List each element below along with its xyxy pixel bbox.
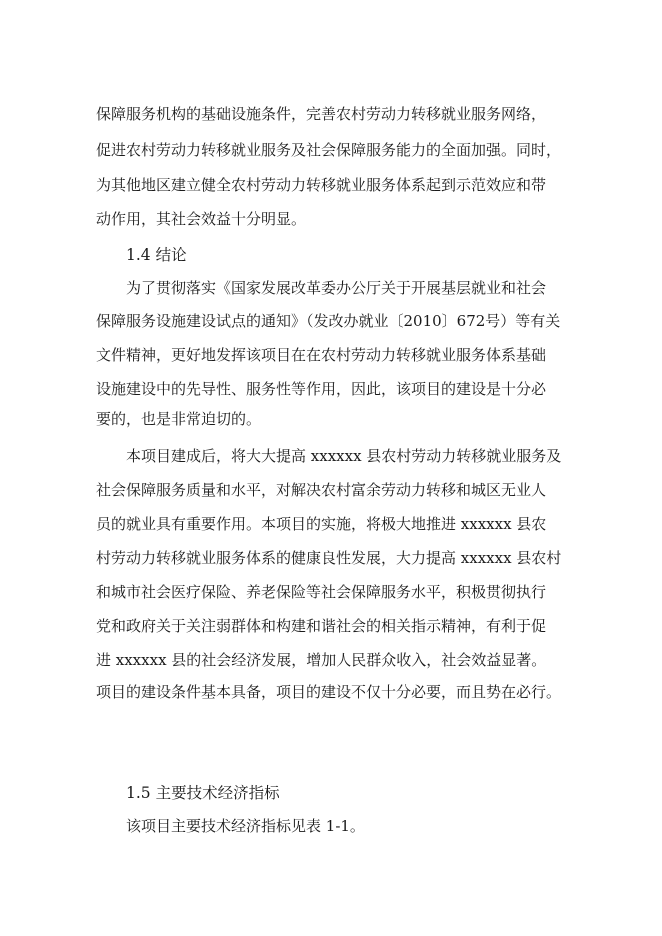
paragraph-3-line-6: 党和政府关于关注弱群体和构建和谐社会的相关指示精神，有利于促: [96, 617, 547, 635]
paragraph-1-line-4: 动作用，其社会效益十分明显。: [96, 210, 307, 228]
paragraph-3-line-7: 进 xxxxxx 县的社会经济发展，增加人民群众收入，社会效益显著。: [96, 651, 547, 669]
paragraph-3-line-2: 社会保障服务质量和水平，对解决农村富余劳动力转移和城区无业人: [96, 481, 547, 499]
section-heading-1-4: 1.4 结论: [126, 246, 187, 264]
paragraph-3-line-1: 本项目建成后，将大大提高 xxxxxx 县农村劳动力转移就业服务及: [126, 447, 562, 465]
paragraph-2-line-4: 设施建设中的先导性、服务性等作用，因此，该项目的建设是十分必: [96, 380, 547, 398]
paragraph-2-line-1: 为了贯彻落实《国家发展改革委办公厅关于开展基层就业和社会: [126, 279, 547, 297]
paragraph-3-line-8: 项目的建设条件基本具备，项目的建设不仅十分必要，而且势在必行。: [96, 683, 562, 701]
paragraph-1-line-1: 保障服务机构的基础设施条件，完善农村劳动力转移就业服务网络，: [96, 105, 547, 123]
paragraph-2-line-2: 保障服务设施建设试点的通知》（发改办就业〔2010〕672号）等有关: [96, 312, 561, 330]
section-1-5-text: 该项目主要技术经济指标见表 1-1。: [126, 817, 365, 835]
paragraph-2-line-3: 文件精神，更好地发挥该项目在在农村劳动力转移就业服务体系基础: [96, 346, 547, 364]
paragraph-1-line-3: 为其他地区建立健全农村劳动力转移就业服务体系起到示范效应和带: [96, 176, 547, 194]
paragraph-3-line-5: 和城市社会医疗保险、养老保险等社会保障服务水平，积极贯彻执行: [96, 583, 547, 601]
paragraph-2-line-5: 要的，也是非常迫切的。: [96, 410, 262, 428]
paragraph-3-line-4: 村劳动力转移就业服务体系的健康良性发展，大力提高 xxxxxx 县农村: [96, 549, 562, 567]
paragraph-3-line-3: 员的就业具有重要作用。本项目的实施，将极大地推进 xxxxxx 县农: [96, 515, 547, 533]
paragraph-1-line-2: 促进农村劳动力转移就业服务及社会保障服务能力的全面加强。同时，: [96, 141, 562, 159]
section-heading-1-5: 1.5 主要技术经济指标: [126, 784, 280, 802]
